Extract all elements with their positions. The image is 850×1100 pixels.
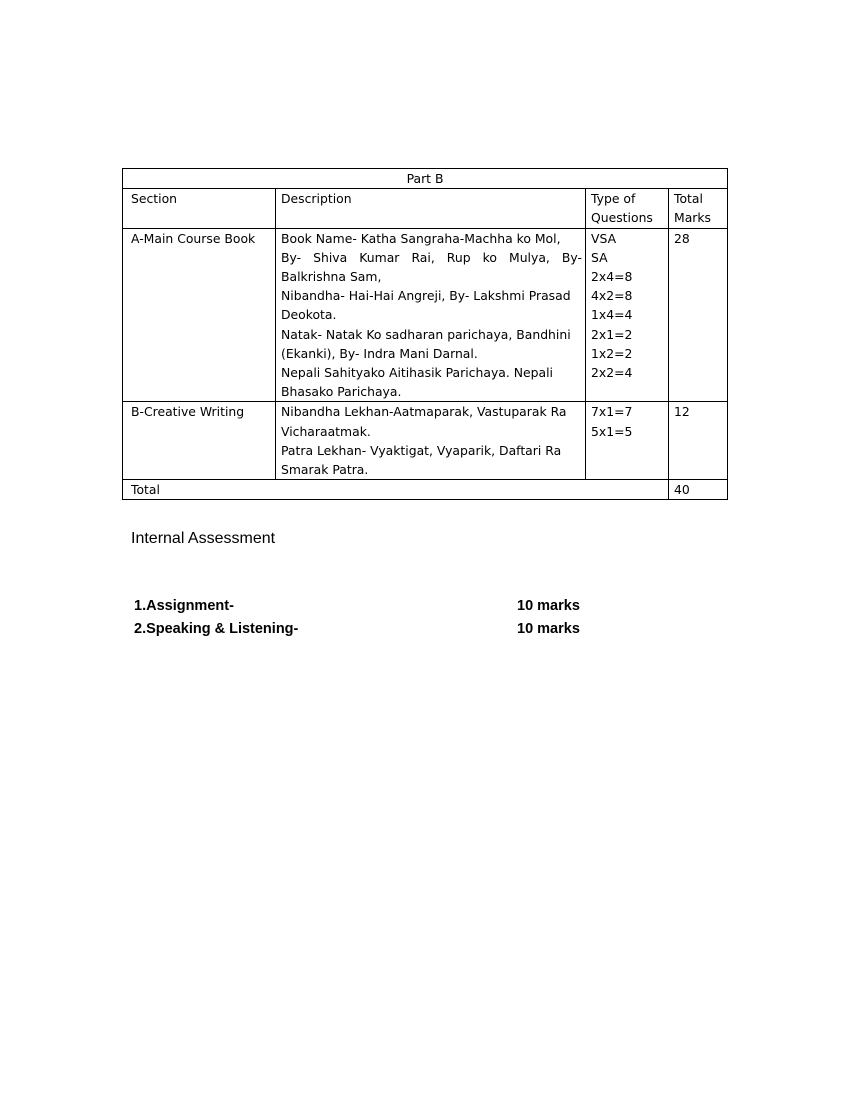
description-line: Nibandha Lekhan-Aatmaparak, Vastuparak Ra (281, 404, 567, 420)
type-line: SA (591, 249, 608, 265)
description-line: Natak- Natak Ko sadharan parichaya, Bandhini (281, 326, 571, 342)
table-title: Part B (123, 169, 728, 189)
assessment-item-label: 2.Speaking & Listening- (134, 621, 299, 637)
table-title-row (123, 169, 728, 189)
table-header-row (123, 189, 728, 228)
row-section-cell: B-Creative Writing (123, 402, 276, 480)
description-line: Deokota. (281, 307, 337, 323)
row-section-cell: A-Main Course Book (123, 228, 276, 402)
description-line: By- Shiva Kumar Rai, Rup ko Mulya, By- (281, 249, 582, 265)
type-line: 5x1=5 (591, 423, 633, 439)
row-type-cell (586, 228, 669, 402)
description-line: Book Name- Katha Sangraha-Machha ko Mol, (281, 230, 561, 246)
type-line: 7x1=7 (591, 404, 633, 420)
table-row (123, 402, 728, 480)
header-type-line1: Type of (591, 191, 636, 207)
row-description-cell (276, 228, 586, 402)
type-line: 2x2=4 (591, 365, 633, 381)
description-line: Patra Lekhan- Vyaktigat, Vyaparik, Daftari Ra (281, 442, 562, 458)
marks-distribution-table (122, 168, 728, 500)
description-line: Nepali Sahityako Aitihasik Parichaya. Nepali (281, 365, 553, 381)
table-row (123, 228, 728, 402)
type-line: 1x2=2 (591, 345, 633, 361)
total-label: Total (123, 480, 669, 500)
header-type-line2: Questions (591, 210, 653, 226)
header-marks-line2: Marks (674, 210, 712, 226)
type-line: 2x1=2 (591, 326, 633, 342)
type-line: 1x4=4 (591, 307, 633, 323)
assessment-item-marks: 10 marks (517, 598, 580, 614)
header-description: Description (276, 189, 586, 228)
description-line: Nibandha- Hai-Hai Angreji, By- Lakshmi Prasad (281, 288, 571, 304)
header-type-of-questions (586, 189, 669, 228)
internal-assessment-heading: Internal Assessment (131, 530, 276, 547)
row-type-cell (586, 402, 669, 480)
table-total-row (123, 480, 728, 500)
header-total-marks (669, 189, 728, 228)
row-description-cell (276, 402, 586, 480)
assessment-item-label: 1.Assignment- (134, 598, 234, 614)
description-line: Bhasako Parichaya. (281, 384, 402, 400)
description-line: Vicharaatmak. (281, 423, 371, 439)
row-marks-cell: 12 (669, 402, 728, 480)
row-marks-cell: 28 (669, 228, 728, 402)
description-line: (Ekanki), By- Indra Mani Darnal. (281, 345, 478, 361)
type-line: 4x2=8 (591, 288, 633, 304)
description-line: Smarak Patra. (281, 462, 369, 478)
header-section: Section (123, 189, 276, 228)
assessment-item-marks: 10 marks (517, 621, 580, 637)
description-line: Balkrishna Sam, (281, 269, 382, 285)
total-marks: 40 (669, 480, 728, 500)
type-line: VSA (591, 230, 617, 246)
type-line: 2x4=8 (591, 269, 633, 285)
header-marks-line1: Total (674, 191, 703, 207)
